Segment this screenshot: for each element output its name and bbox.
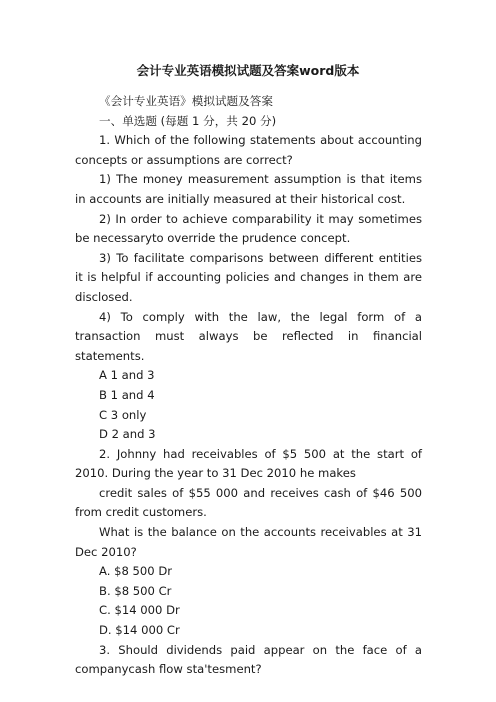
option-b: B. $8 500 Cr [99, 583, 172, 598]
question-1: 1. Which of the following statements about accounting concepts or assumptions are correct? [75, 133, 422, 167]
question-2: 2. Johnny had receivables of $5 500 at the start of 2010. During the year to 31 Dec 2010 he makes [75, 446, 422, 481]
document-body [75, 92, 422, 680]
option-a: A. $8 500 Dr [99, 564, 173, 579]
question-3: 3. Should dividends paid appear on the face of a companycash flow sta'tesment? [75, 642, 422, 677]
option-d: D 2 and 3 [99, 427, 156, 442]
exam-heading: 《会计专业英语》模拟试题及答案 [99, 94, 273, 108]
section-heading: 一、单选题 (每题 1 分，共 20 分) [99, 113, 277, 128]
statement-2: 2) In order to achieve comparability it may sometimes be necessaryto override the prudence concept. [75, 211, 422, 246]
option-a: A 1 and 3 [99, 368, 155, 383]
question-2-ask: What is the balance on the accounts receivables at 31 Dec 2010? [75, 525, 422, 559]
option-d: D. $14 000 Cr [99, 623, 180, 638]
option-c: C. $14 000 Dr [99, 603, 180, 618]
option-b: B 1 and 4 [99, 387, 155, 402]
option-c: C 3 only [99, 407, 147, 422]
statement-4: 4) To comply with the law, the legal form of a transaction must always be reflected in financial statements. [75, 309, 422, 363]
document-title: 会计专业英语模拟试题及答案word版本 [136, 63, 360, 78]
question-2-continued: credit sales of $55 000 and receives cash of $46 500 from credit customers. [75, 485, 422, 520]
statement-3: 3) To facilitate comparisons between different entities it is helpful if accounting policies and changes in them are disclosed. [75, 250, 422, 304]
statement-1: 1) The money measurement assumption is that items in accounts are initially measured at their historical cost. [75, 172, 422, 206]
